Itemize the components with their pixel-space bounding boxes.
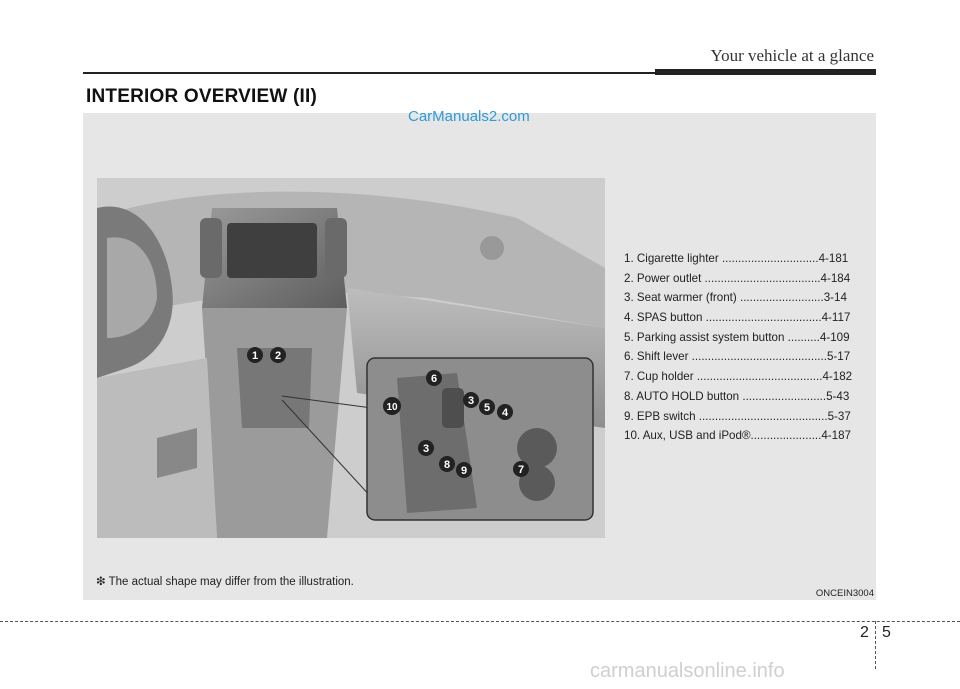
callout-7: 7 [517, 464, 525, 476]
page-heading: INTERIOR OVERVIEW (II) [86, 86, 318, 107]
image-code: ONCEIN3004 [815, 588, 874, 599]
footer-watermark-link[interactable]: carmanualsonline.info [590, 660, 785, 682]
section-title: Your vehicle at a glance [710, 46, 874, 65]
legend-item: 5. Parking assist system button ..........4-109 [624, 330, 850, 344]
footer-rule [0, 621, 960, 622]
callout-4: 4 [501, 407, 509, 419]
feature-legend [624, 249, 852, 446]
callout-3b: 3 [422, 443, 430, 455]
illustration-note: ❇ The actual shape may differ from the illustration. [96, 576, 354, 588]
dashboard-drawing [97, 178, 605, 538]
nav-screen [227, 223, 317, 278]
page-number: 5 [882, 624, 891, 641]
legend-item: 10. Aux, USB and iPod®......................4-187 [624, 429, 852, 443]
callout-10: 10 [386, 402, 398, 413]
callout-8: 8 [443, 459, 451, 471]
header-bar [655, 69, 876, 75]
legend-item: 3. Seat warmer (front) ..........................3-14 [624, 291, 847, 305]
page-divider [875, 621, 876, 669]
legend-item: 2. Power outlet ....................................4-184 [624, 271, 851, 285]
legend-item: 4. SPAS button ....................................4-117 [624, 311, 851, 325]
callout-6: 6 [430, 373, 438, 385]
callout-5: 5 [483, 402, 491, 414]
legend-item: 6. Shift lever ..........................................5-17 [624, 350, 851, 364]
chapter-number: 2 [860, 624, 869, 641]
callout-9: 9 [460, 465, 468, 477]
legend-item: 1. Cigarette lighter ..............................4-181 [624, 252, 849, 265]
interior-illustration [97, 178, 605, 538]
callout-3a: 3 [467, 395, 475, 407]
callout-2: 2 [274, 350, 282, 362]
legend-item: 9. EPB switch ........................................5-37 [624, 409, 851, 423]
watermark-link[interactable]: CarManuals2.com [408, 108, 530, 125]
legend-item: 7. Cup holder .......................................4-182 [624, 370, 853, 384]
callout-1: 1 [251, 350, 259, 362]
shift-lever [442, 388, 464, 428]
legend-item: 8. AUTO HOLD button ..........................5-43 [624, 389, 850, 403]
